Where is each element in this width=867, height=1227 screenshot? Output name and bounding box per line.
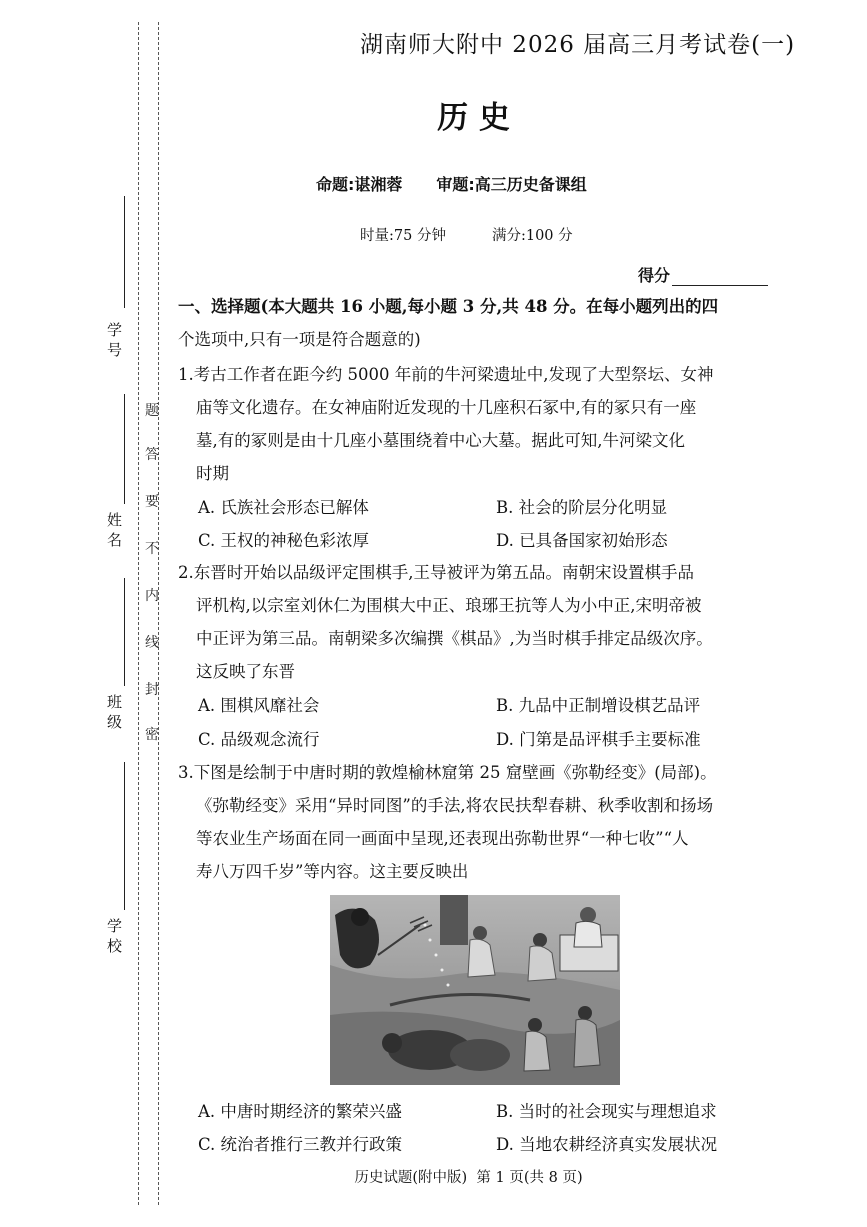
- school-label: 学 校: [105, 918, 123, 953]
- q2-option-b[interactable]: B. 九品中正制增设棋艺品评: [496, 696, 701, 715]
- proposer: 命题:谌湘蓉: [316, 175, 403, 194]
- q2-option-d[interactable]: D. 门第是品评棋手主要标准: [496, 730, 701, 749]
- exam-title: 湖南师大附中 2026 届高三月考试卷(一): [360, 32, 796, 58]
- question-line: 墓,有的冢则是由十几座小墓围绕着中心大墓。据此可知,牛河梁文化: [196, 431, 685, 450]
- reviewer: 审题:高三历史备课组: [436, 175, 587, 194]
- section-heading: [178, 290, 778, 356]
- binding-warning-char: 要: [145, 494, 159, 510]
- q3-option-a[interactable]: A. 中唐时期经济的繁荣兴盛: [198, 1102, 402, 1121]
- question-2: [178, 556, 778, 688]
- score-label: 得分: [638, 266, 671, 285]
- question-line: 《弥勒经变》采用“异时同图”的手法,将农民扶犁春耕、秋季收割和扬场: [196, 796, 714, 815]
- question-line: 等农业生产场面在同一画面中呈现,还表现出弥勒世界“一种七收”“人: [196, 829, 689, 848]
- score-box: [638, 263, 768, 286]
- q2-option-a[interactable]: A. 围棋风靡社会: [198, 696, 320, 715]
- binding-warning-char: 答: [145, 447, 159, 463]
- question-line: 这反映了东晋: [196, 662, 295, 681]
- full-score: 满分:100 分: [491, 228, 573, 244]
- q1-option-c[interactable]: C. 王权的神秘色彩浓厚: [198, 531, 370, 550]
- dunhuang-mural-image: [330, 895, 620, 1085]
- question-line: 时期: [196, 464, 229, 483]
- q2-option-c[interactable]: C. 品级观念流行: [198, 730, 320, 749]
- section-heading-line-2: 个选项中,只有一项是符合题意的): [178, 330, 421, 349]
- question-line: 3.下图是绘制于中唐时期的敦煌榆林窟第 25 窟壁画《弥勒经变》(局部)。: [178, 763, 717, 782]
- binding-warning-char: 题: [145, 403, 159, 419]
- student-id-label: 学 号: [105, 322, 123, 357]
- binding-warning-char: 密: [145, 727, 159, 743]
- name-label: 姓 名: [105, 512, 123, 547]
- q3-option-d[interactable]: D. 当地农耕经济真实发展状况: [496, 1135, 718, 1154]
- question-line: 1.考古工作者在距今约 5000 年前的牛河梁遗址中,发现了大型祭坛、女神: [178, 365, 714, 384]
- binding-dashed-line-outer: [138, 22, 139, 1205]
- question-line: 评机构,以宗室刘休仁为围棋大中正、琅琊王抗等人为小中正,宋明帝被: [196, 596, 702, 615]
- q1-option-b[interactable]: B. 社会的阶层分化明显: [496, 498, 668, 517]
- name-blank[interactable]: [124, 394, 125, 504]
- author-line: [316, 172, 587, 195]
- q1-option-a[interactable]: A. 氏族社会形态已解体: [198, 498, 369, 517]
- binding-warning-char: 不: [145, 541, 159, 557]
- duration: 时量:75 分钟: [360, 228, 446, 244]
- score-blank[interactable]: [672, 269, 768, 286]
- binding-warning-char: 内: [145, 588, 159, 604]
- section-heading-line-1: 一、选择题(本大题共 16 小题,每小题 3 分,共 48 分。在每小题列出的四: [178, 297, 719, 316]
- student-id-blank[interactable]: [124, 196, 125, 308]
- q3-option-b[interactable]: B. 当时的社会现实与理想追求: [496, 1102, 717, 1121]
- class-label: 班 级: [105, 694, 123, 729]
- question-line: 寿八万四千岁”等内容。这主要反映出: [196, 862, 469, 881]
- question-1: [178, 358, 778, 490]
- timing-line: [360, 224, 573, 245]
- subject-title: 历 史: [437, 100, 510, 136]
- class-blank[interactable]: [124, 578, 125, 686]
- q3-option-c[interactable]: C. 统治者推行三教并行政策: [198, 1135, 403, 1154]
- binding-warning-char: 封: [145, 682, 159, 698]
- question-3: [178, 756, 778, 888]
- binding-warning-char: 线: [145, 635, 159, 651]
- page-footer: 历史试题(附中版) 第 1 页(共 8 页): [354, 1170, 583, 1186]
- question-line: 2.东晋时开始以品级评定围棋手,王导被评为第五品。南朝宋设置棋手品: [178, 563, 694, 582]
- school-blank[interactable]: [124, 762, 125, 910]
- binding-dashed-line-inner: [158, 22, 159, 1205]
- mural-illustration: [330, 895, 620, 1085]
- question-line: 庙等文化遗存。在女神庙附近发现的十几座积石冢中,有的冢只有一座: [196, 398, 697, 417]
- q1-option-d[interactable]: D. 已具备国家初始形态: [496, 531, 668, 550]
- question-line: 中正评为第三品。南朝梁多次编撰《棋品》,为当时棋手排定品级次序。: [196, 629, 713, 648]
